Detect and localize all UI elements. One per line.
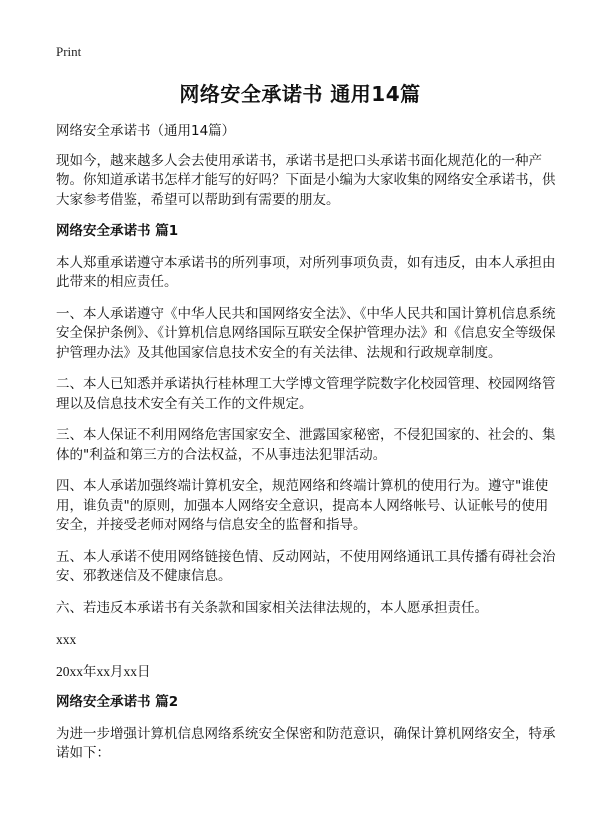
section-heading-2: 网络安全承诺书 篇2 (56, 694, 179, 710)
paragraph: 五、本人承诺不使用网络链接色情、反动网站，不使用网络通讯工具传播有碍社会治安、邪教迷信及不健康信息。 (56, 548, 556, 584)
document-body (56, 122, 556, 776)
print-link[interactable]: Print (56, 44, 82, 59)
paragraph: 三、本人保证不利用网络危害国家安全、泄露国家秘密，不侵犯国家的、社会的、集体的"利益和第三方的合法权益，不从事违法犯罪活动。 (56, 427, 556, 463)
paragraph: 六、若违反本承诺书有关条款和国家相关法律法规的，本人愿承担责任。 (56, 599, 488, 616)
section-heading-1: 网络安全承诺书 篇1 (56, 223, 179, 239)
document-subtitle: 网络安全承诺书（通用14篇） (56, 123, 236, 139)
paragraph: 一、本人承诺遵守《中华人民共和国网络安全法》、《中华人民共和国计算机信息系统安全保护条例》、《计算机信息网络国际互联安全保护管理办法》和《信息安全等级保护管理办法》及其他国家信息技术安全的有关法律、法规和行政规章制度。 (56, 305, 556, 361)
intro-paragraph: 现如今，越来越多人会去使用承诺书，承诺书是把口头承诺书面化规范化的一种产物。你知道承诺书怎样才能写的好吗？下面是小编为大家收集的网络安全承诺书，供大家参考借鉴，希望可以帮助到有需要的朋友。 (56, 152, 556, 208)
paragraph: 本人郑重承诺遵守本承诺书的所列事项，对所列事项负责，如有违反，由本人承担由此带来的相应责任。 (56, 254, 556, 290)
signature-name: xxx (56, 632, 77, 647)
paragraph: 二、本人已知悉并承诺执行桂林理工大学博文管理学院数字化校园管理、校园网络管理以及信息技术安全有关工作的文件规定。 (56, 376, 556, 412)
signature-date: 20xx年xx月xx日 (56, 663, 151, 679)
paragraph: 四、本人承诺加强终端计算机安全，规范网络和终端计算机的使用行为。遵守"谁使用，谁负责"的原则，加强本人网络安全意识，提高本人网络帐号、认证帐号的使用安全，并接受老师对网络与信息安全的监督和指导。 (56, 478, 549, 533)
page-title: 网络安全承诺书 通用14篇 (179, 82, 421, 106)
paragraph: 为进一步增强计算机信息网络系统安全保密和防范意识，确保计算机网络安全，特承诺如下： (56, 725, 556, 761)
